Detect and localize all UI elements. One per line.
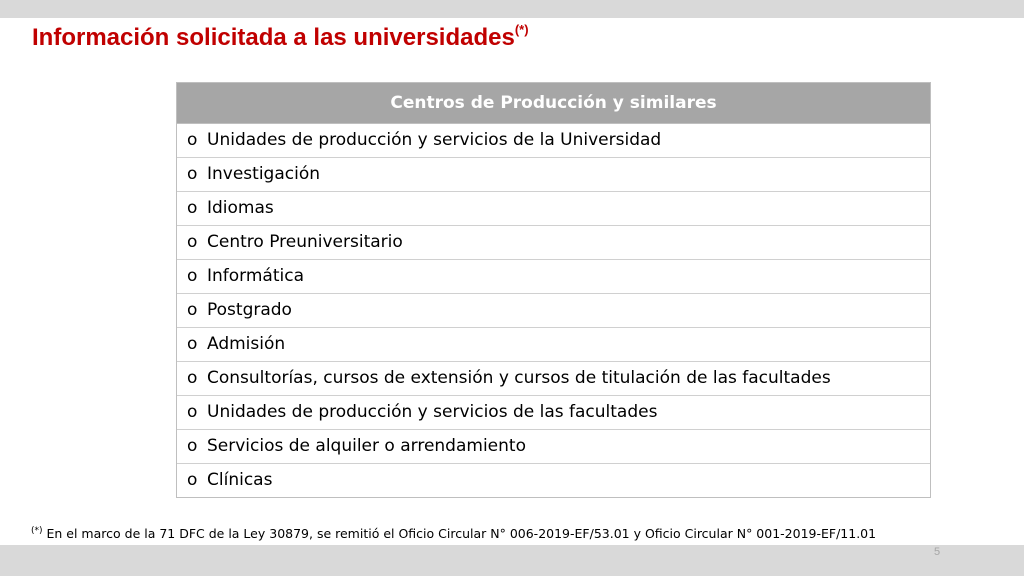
table-row	[177, 158, 930, 192]
bullet-icon: o	[187, 368, 198, 388]
footnote-marker: (*)	[31, 526, 43, 536]
table-row	[177, 328, 930, 362]
table-row-label: Informática	[207, 266, 304, 286]
bullet-icon: o	[187, 266, 198, 286]
table-row	[177, 396, 930, 430]
table-row-label: Postgrado	[207, 300, 292, 320]
table-row-label: Investigación	[207, 164, 321, 184]
bullet-icon: o	[187, 130, 198, 150]
bullet-icon: o	[187, 164, 198, 184]
table-row-label: Unidades de producción y servicios de la Universidad	[207, 130, 662, 150]
page-number: 5	[934, 546, 941, 558]
table-row-label: Servicios de alquiler o arrendamiento	[207, 436, 526, 456]
table-row	[177, 464, 930, 497]
bottom-decorative-bar	[0, 545, 1024, 576]
table-header: Centros de Producción y similares	[177, 83, 930, 124]
slide-title	[32, 24, 529, 52]
bullet-icon: o	[187, 470, 198, 490]
production-centers-table	[176, 82, 931, 498]
top-decorative-bar	[0, 0, 1024, 18]
table-row-label: Admisión	[207, 334, 286, 354]
table-row	[177, 260, 930, 294]
bullet-icon: o	[187, 436, 198, 456]
table-body	[177, 124, 930, 497]
slide-title-text: Información solicitada a las universidades	[32, 24, 515, 51]
footnote	[31, 526, 876, 541]
footnote-text: En el marco de la 71 DFC de la Ley 30879, se remitió el Oficio Circular N° 006-2019-EF/53.01 y Oficio Circular N° 001-2019-EF/11.01	[42, 526, 877, 541]
bullet-icon: o	[187, 334, 198, 354]
table-row-label: Idiomas	[207, 198, 274, 218]
table-row	[177, 294, 930, 328]
table-row-label: Centro Preuniversitario	[207, 232, 403, 252]
bullet-icon: o	[187, 402, 198, 422]
table-row-label: Unidades de producción y servicios de las facultades	[207, 402, 658, 422]
table-row	[177, 124, 930, 158]
table-row	[177, 192, 930, 226]
title-footnote-marker: (*)	[514, 22, 529, 37]
table-row-label: Clínicas	[207, 470, 273, 490]
table-row	[177, 430, 930, 464]
bullet-icon: o	[187, 300, 198, 320]
table-row	[177, 362, 930, 396]
table-row-label: Consultorías, cursos de extensión y cursos de titulación de las facultades	[207, 368, 831, 388]
bullet-icon: o	[187, 232, 198, 252]
table-row	[177, 226, 930, 260]
bullet-icon: o	[187, 198, 198, 218]
